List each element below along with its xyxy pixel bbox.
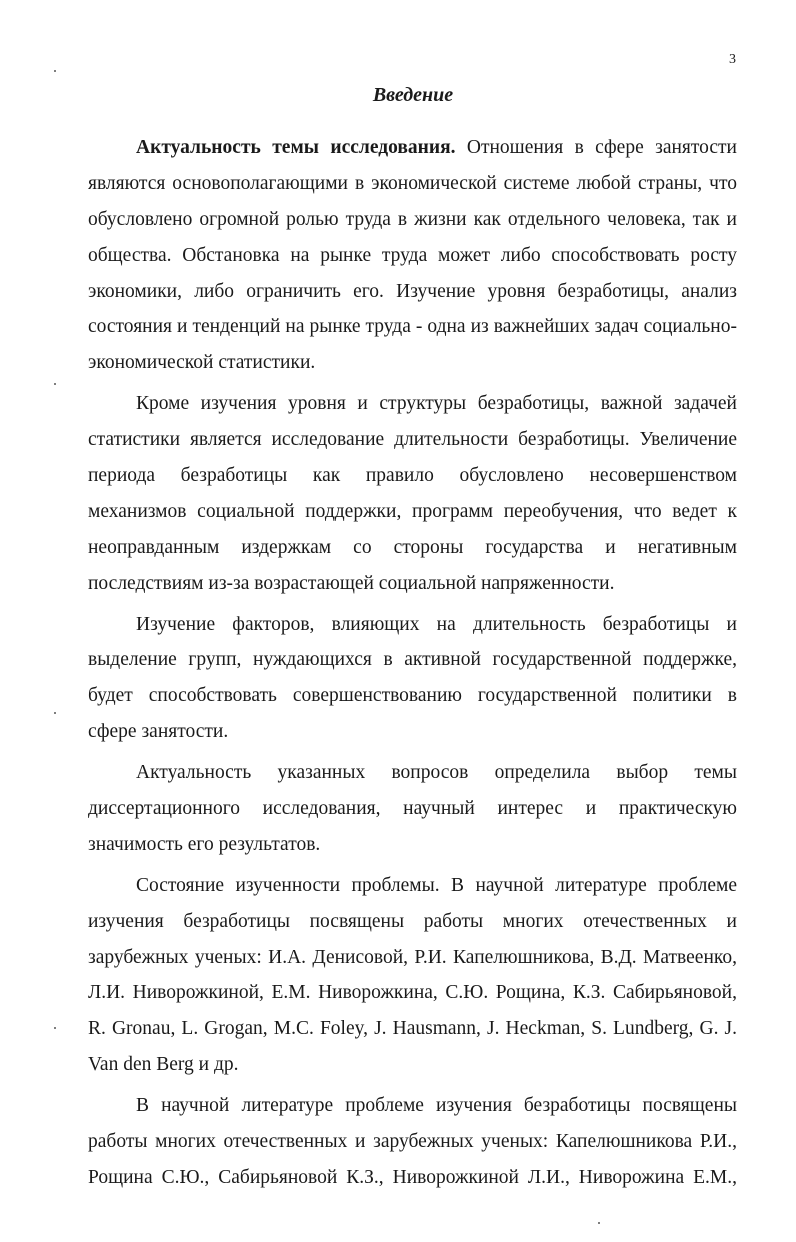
text-line: работы многих отечественных и зарубежных ученых: Капелюшникова Р.И., bbox=[88, 1131, 737, 1153]
text-line: Состояние изученности проблемы. В научной литературе проблеме bbox=[136, 874, 737, 896]
text-line: являются основополагающими в экономической системе любой страны, что bbox=[88, 172, 737, 194]
text-line: Кроме изучения уровня и структуры безработицы, важной задачей bbox=[136, 393, 737, 415]
text-line: состояния и тенденций на рынке труда - одна из важнейших задач социально- bbox=[88, 316, 737, 338]
scan-speck bbox=[54, 712, 56, 714]
text-line: В научной литературе проблеме изучения безработицы посвящены bbox=[136, 1095, 737, 1117]
paragraph-literature bbox=[88, 1088, 737, 1196]
text-line: неоправданным издержкам со стороны государства и негативным bbox=[88, 536, 737, 558]
paragraph-topic-choice bbox=[88, 755, 737, 863]
text-line: будет способствовать совершенствованию государственной политики в bbox=[88, 685, 737, 707]
text-line: R. Gronau, L. Grogan, M.C. Foley, J. Hausmann, J. Heckman, S. Lundberg, G. J. bbox=[88, 1018, 737, 1040]
text-line: Актуальность темы исследования. Отношения в сфере занятости bbox=[136, 137, 737, 158]
text-line: изучения безработицы посвящены работы многих отечественных и bbox=[88, 910, 737, 932]
text-line: обусловлено огромной ролью труда в жизни как отдельного человека, так и bbox=[88, 208, 737, 230]
scan-speck bbox=[598, 1222, 600, 1224]
text-line: статистики является исследование длительности безработицы. Увеличение bbox=[88, 429, 737, 451]
document-body bbox=[88, 130, 737, 1196]
text-line: выделение групп, нуждающихся в активной государственной поддержке, bbox=[88, 649, 737, 671]
text-line: Van den Berg и др. bbox=[88, 1054, 239, 1076]
paragraph-duration bbox=[88, 386, 737, 601]
text-line: зарубежных ученых: И.А. Денисовой, Р.И. Капелюшникова, В.Д. Матвеенко, bbox=[88, 946, 737, 968]
text-line: Изучение факторов, влияющих на длительность безработицы и bbox=[136, 613, 737, 635]
bold-lead: Актуальность темы исследования. bbox=[136, 137, 456, 158]
text-line: Л.И. Ниворожкиной, Е.М. Ниворожкина, С.Ю. Рощина, К.З. Сабирьяновой, bbox=[88, 982, 737, 1004]
text-line: сфере занятости. bbox=[88, 721, 229, 743]
scan-speck bbox=[54, 1027, 56, 1029]
text-line: Актуальность указанных вопросов определила выбор темы bbox=[136, 762, 737, 784]
paragraph-relevance bbox=[88, 130, 737, 381]
text-line: экономики, либо ограничить его. Изучение уровня безработицы, анализ bbox=[88, 280, 737, 302]
text-line: Рощина С.Ю., Сабирьяновой К.З., Ниворожкиной Л.И., Ниворожина Е.М., bbox=[88, 1166, 737, 1188]
text-line: общества. Обстановка на рынке труда может либо способствовать росту bbox=[88, 244, 737, 266]
text-line: диссертационного исследования, научный интерес и практическую bbox=[88, 798, 737, 820]
paragraph-factors bbox=[88, 607, 737, 751]
text-line: периода безработицы как правило обусловлено несовершенством bbox=[88, 465, 737, 487]
text-line: экономической статистики. bbox=[88, 352, 316, 374]
scan-speck bbox=[54, 383, 56, 385]
text-line: механизмов социальной поддержки, программ переобучения, что ведет к bbox=[88, 500, 737, 522]
paragraph-state-of-research bbox=[88, 868, 737, 1083]
text-line: значимость его результатов. bbox=[88, 833, 321, 855]
section-heading: Введение bbox=[372, 84, 454, 106]
page-number: 3 bbox=[729, 52, 736, 67]
scan-speck bbox=[54, 70, 56, 72]
text-line: последствиям из-за возрастающей социальной напряженности. bbox=[88, 572, 615, 594]
